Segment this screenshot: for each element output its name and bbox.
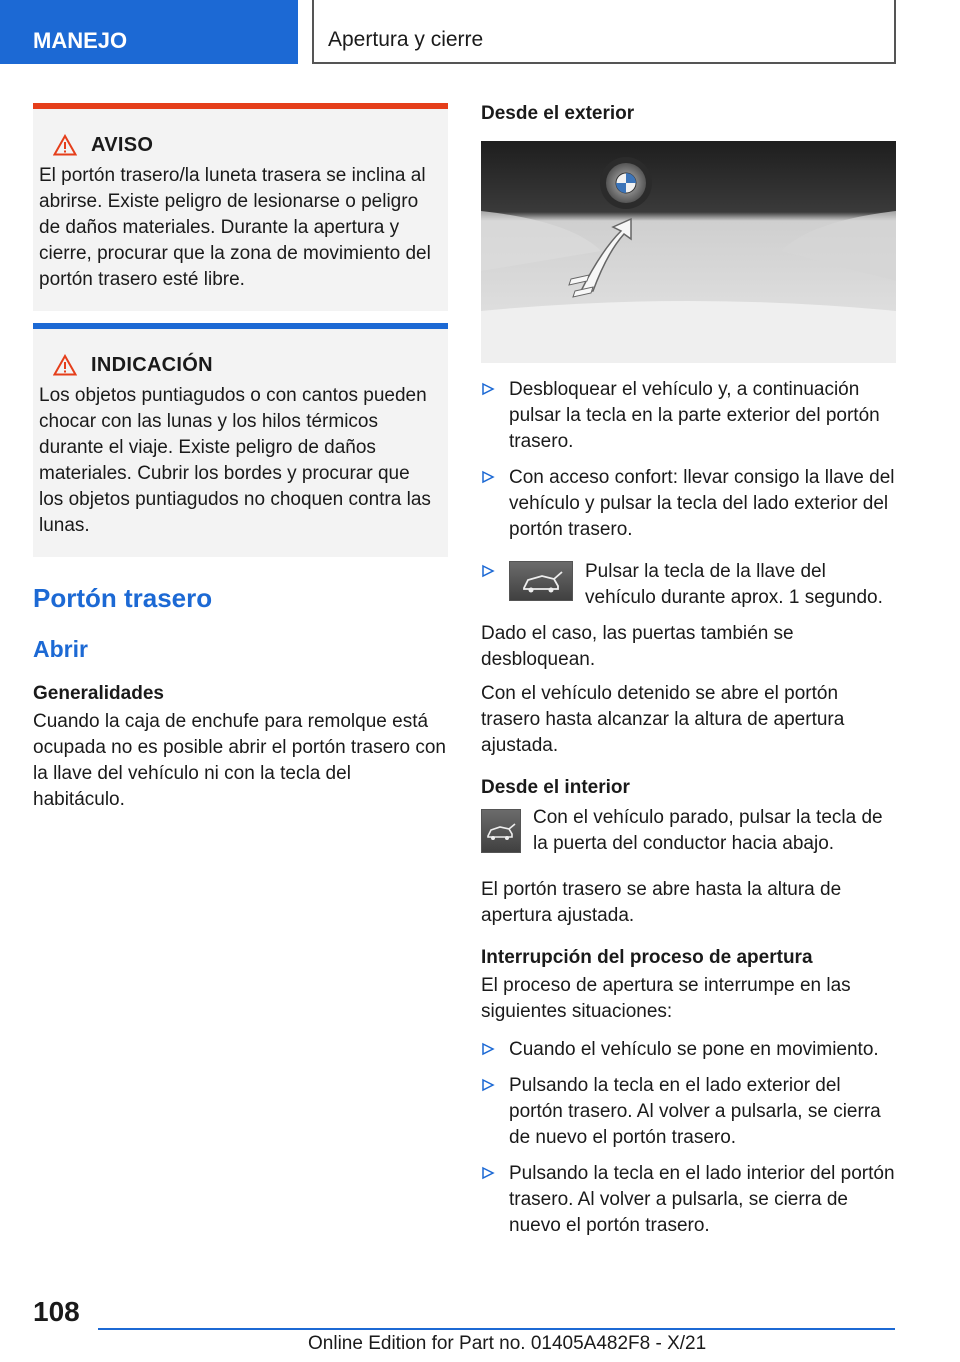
- subsection-heading: Abrir: [33, 636, 88, 662]
- outside-title: Desde el exterior: [481, 103, 635, 124]
- list-item: Desbloquear el vehículo y, a continuación pulsar la tecla en la parte exterior del portón trasero.: [481, 377, 896, 455]
- bullet-triangle-icon: [481, 564, 495, 578]
- outside-bullets: [481, 377, 896, 611]
- list-item: Cuando el vehículo se pone en movimiento.: [481, 1037, 896, 1063]
- general-body: Cuando la caja de enchufe para remolque está ocupada no es posible abrir el portón trasero con la llave del vehículo ni con la tecla del habitáculo.: [33, 711, 446, 810]
- list-item: [481, 559, 896, 611]
- general-title: Generalidades: [33, 683, 164, 704]
- key-tailgate-button-icon: [509, 561, 573, 601]
- warning-notice: [33, 103, 448, 311]
- bullet-triangle-icon: [481, 1166, 495, 1180]
- indication-notice: [33, 323, 448, 557]
- left-column: [33, 103, 448, 813]
- bullet-triangle-icon: [481, 470, 495, 484]
- inside-text: Con el vehículo parado, pulsar la tecla de la puerta del conductor hacia abajo.: [533, 807, 883, 854]
- warning-body: El portón trasero/la luneta trasera se inclina al abrirse. Existe peligro de lesionarse o peligro de daños materiales. Durante la apertura y cierre, procurar que la zona de movimiento del portón trasero esté libre.: [39, 165, 431, 290]
- caution-triangle-icon: [53, 354, 77, 376]
- bullet-triangle-icon: [481, 382, 495, 396]
- indication-body: Los objetos puntiagudos o con cantos pueden chocar con las lunas y los hilos térmicos durante el viaje. Existe peligro de daños materiales. Cubrir los bordes y procurar que los objetos puntiagudos no choquen contra las lunas.: [39, 385, 431, 536]
- bullet-triangle-icon: [481, 1078, 495, 1092]
- list-item: Pulsando la tecla en el lado exterior del portón trasero. Al volver a pulsarla, se cierra de nuevo el portón trasero.: [481, 1073, 896, 1151]
- bullet-triangle-icon: [481, 1042, 495, 1056]
- section-heading: Portón trasero: [33, 583, 213, 613]
- list-item: Con acceso confort: llevar consigo la llave del vehículo y pulsar la tecla del lado exterior del portón trasero.: [481, 465, 896, 543]
- paragraph-unlock: Dado el caso, las puertas también se desbloquean.: [481, 623, 794, 670]
- page-number: 108: [33, 1296, 80, 1327]
- paragraph-opening: Con el vehículo detenido se abre el portón trasero hasta alcanzar la altura de apertura ajustada.: [481, 683, 845, 756]
- interrupt-title: Interrupción del proceso de apertura: [481, 947, 813, 968]
- header-section: MANEJO: [0, 0, 298, 64]
- interrupt-bullets: [481, 1037, 896, 1239]
- right-column: [481, 103, 896, 1249]
- tailgate-button-photo: [481, 141, 896, 363]
- key-bullet-text: Pulsar la tecla de la llave del vehículo durante aprox. 1 segundo.: [585, 561, 883, 608]
- footer-divider: [98, 1328, 895, 1330]
- inside-title: Desde el interior: [481, 777, 630, 798]
- edition-text: Online Edition for Part no. 01405A482F8 - X/21: [308, 1333, 707, 1354]
- list-item: Pulsando la tecla en el lado interior del portón trasero. Al volver a pulsarla, se cierra de nuevo el portón trasero.: [481, 1161, 896, 1239]
- header-chapter: Apertura y cierre: [312, 0, 896, 64]
- indication-title: INDICACIÓN: [91, 353, 213, 376]
- warning-title: AVISO: [91, 133, 154, 156]
- paragraph-height: El portón trasero se abre hasta la altura de apertura ajustada.: [481, 879, 842, 926]
- interrupt-intro: El proceso de apertura se interrumpe en las siguientes situaciones:: [481, 975, 851, 1022]
- door-tailgate-button-icon: [481, 809, 521, 853]
- warning-triangle-icon: [53, 134, 77, 156]
